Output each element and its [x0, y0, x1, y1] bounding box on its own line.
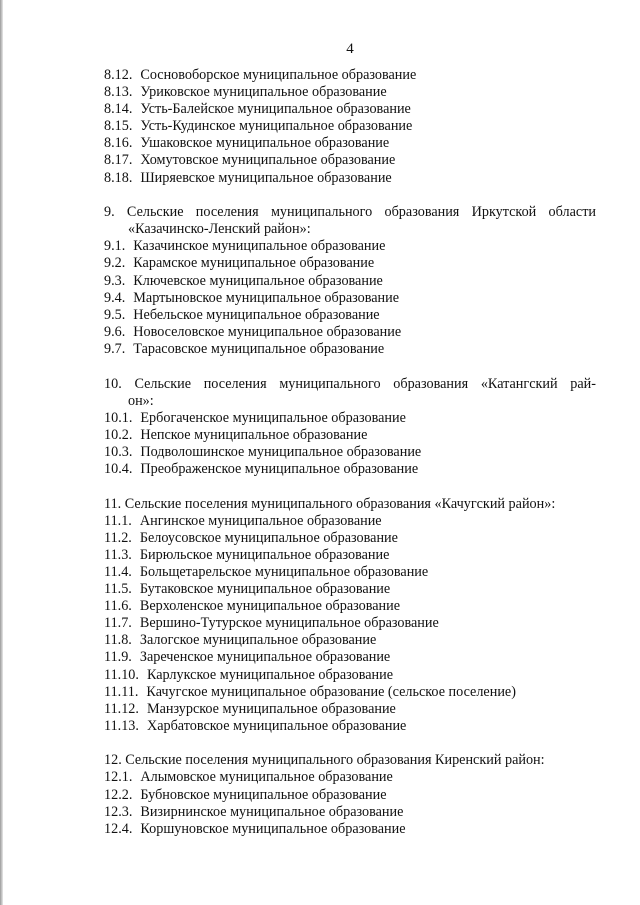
list-item: 11.12. Манзурское муниципальное образование: [104, 700, 396, 717]
section-heading-9: 9. Сельские поселения муниципального образования Иркутской области «Казачинско-Ленский район»:: [104, 204, 596, 238]
list-item: 10.4. Преображенское муниципальное образование: [104, 460, 419, 477]
list-item: 8.17. Хомутовское муниципальное образование: [104, 152, 396, 169]
list-item: 11.3. Бирюльское муниципальное образование: [104, 546, 390, 563]
list-item: 11.2. Белоусовское муниципальное образование: [104, 529, 398, 546]
section-heading-12: 12. Сельские поселения муниципального образования Киренский район:: [104, 752, 545, 769]
section-heading-11: 11. Сельские поселения муниципального образования «Качугский район»:: [104, 495, 556, 512]
list-item: 9.2. Карамское муниципальное образование: [104, 255, 375, 272]
list-item: 11.6. Верхоленское муниципальное образование: [104, 598, 401, 615]
section-heading-10: 10. Сельские поселения муниципального образования «Катангский рай- он»:: [104, 375, 596, 409]
list-item: 10.3. Подволошинское муниципальное образование: [104, 443, 422, 460]
list-item: 9.5. Небельское муниципальное образование: [104, 306, 380, 323]
list-item: 8.13. Уриковское муниципальное образование: [104, 84, 387, 101]
list-item: 11.5. Бутаковское муниципальное образование: [104, 581, 391, 598]
list-item: 11.13. Харбатовское муниципальное образование: [104, 717, 407, 734]
list-item: 12.2. Бубновское муниципальное образование: [104, 786, 387, 803]
list-item: 8.14. Усть-Балейское муниципальное образование: [104, 101, 411, 118]
list-item: 11.7. Вершино-Тутурское муниципальное образование: [104, 615, 439, 632]
list-item: 8.16. Ушаковское муниципальное образование: [104, 135, 390, 152]
list-item: 11.10. Карлукское муниципальное образование: [104, 666, 394, 683]
list-item: 9.3. Ключевское муниципальное образование: [104, 272, 383, 289]
list-item: 12.1. Алымовское муниципальное образование: [104, 769, 393, 786]
list-item: 8.12. Сосновоборское муниципальное образование: [104, 67, 417, 83]
document-body: [104, 67, 596, 838]
list-item: 12.4. Коршуновское муниципальное образование: [104, 820, 406, 837]
list-item: 12.3. Визирнинское муниципальное образование: [104, 803, 404, 820]
list-item: 11.8. Залогское муниципальное образование: [104, 632, 377, 649]
scan-edge: [0, 0, 3, 905]
list-item: 8.15. Усть-Кудинское муниципальное образование: [104, 118, 413, 135]
list-item: 10.1. Ербогаченское муниципальное образование: [104, 409, 406, 426]
list-item: 11.4. Больщетарельское муниципальное образование: [104, 563, 429, 580]
page-number: 4: [346, 41, 354, 57]
list-item: 9.4. Мартыновское муниципальное образование: [104, 289, 400, 306]
list-item: 9.7. Тарасовское муниципальное образование: [104, 340, 385, 357]
list-item: 9.6. Новоселовское муниципальное образование: [104, 323, 402, 340]
list-item: 11.1. Ангинское муниципальное образование: [104, 512, 382, 529]
list-item: 11.9. Зареченское муниципальное образование: [104, 649, 391, 666]
list-item: 9.1. Казачинское муниципальное образование: [104, 238, 386, 255]
list-item: 10.2. Непское муниципальное образование: [104, 426, 368, 443]
list-item: 8.18. Ширяевское муниципальное образование: [104, 169, 392, 186]
list-item: 11.11. Качугское муниципальное образование (сельское поселение): [104, 683, 516, 700]
